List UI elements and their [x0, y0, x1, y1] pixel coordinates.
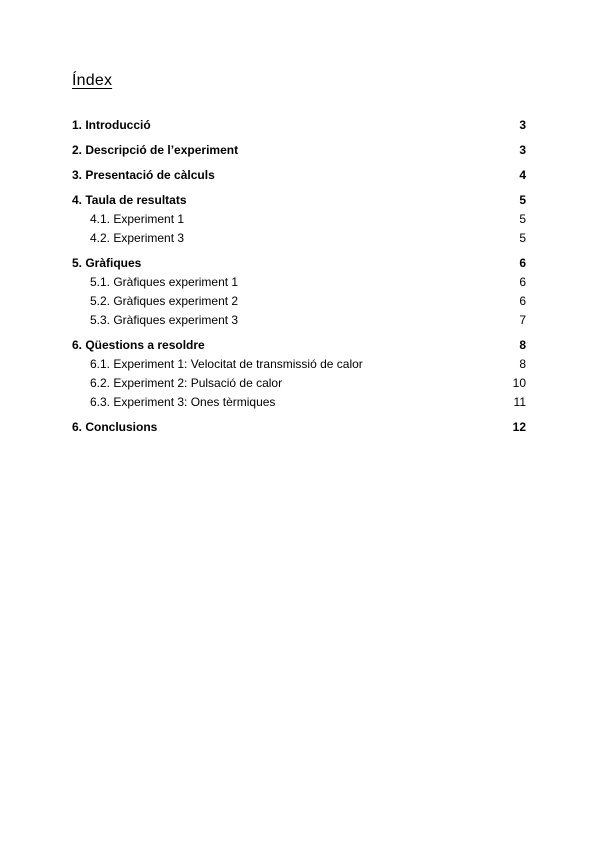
toc-subentry-page: 5	[519, 212, 526, 226]
toc-entry-label: 4. Taula de resultats	[72, 193, 187, 207]
toc-entry-label: 2. Descripció de l’experiment	[72, 143, 239, 157]
toc-subentry-page: 7	[519, 313, 526, 327]
toc-entry[interactable]	[72, 141, 526, 160]
toc-subentry-page: 6	[519, 294, 526, 308]
toc-entry-label: 1. Introducció	[72, 118, 151, 132]
toc-subentry-label: 5.1. Gràfiques experiment 1	[90, 275, 239, 289]
toc-section-3	[72, 166, 526, 185]
toc-subentry[interactable]	[72, 374, 526, 393]
toc-subentry-label: 6.1. Experiment 1: Velocitat de transmissió de calor	[90, 357, 363, 371]
toc-section-6	[72, 336, 526, 412]
toc-subentry[interactable]	[72, 229, 526, 248]
toc-subentry-label: 6.2. Experiment 2: Pulsació de calor	[90, 376, 283, 390]
table-of-contents	[72, 116, 526, 443]
toc-title: Índex	[72, 72, 113, 89]
toc-entry-page: 8	[519, 338, 526, 352]
toc-section-2	[72, 141, 526, 160]
toc-entry-page: 4	[519, 168, 526, 182]
toc-subentry[interactable]	[72, 210, 526, 229]
toc-subentry[interactable]	[72, 292, 526, 311]
toc-subentry-page: 5	[519, 231, 526, 245]
toc-subentry-page: 6	[519, 275, 526, 289]
toc-section-5	[72, 254, 526, 330]
toc-entry[interactable]	[72, 116, 526, 135]
toc-section-1	[72, 116, 526, 135]
toc-entry[interactable]	[72, 336, 526, 355]
toc-entry[interactable]	[72, 418, 526, 437]
toc-subentry-label: 6.3. Experiment 3: Ones tèrmiques	[90, 395, 276, 409]
toc-subentry[interactable]	[72, 355, 526, 374]
toc-entry[interactable]	[72, 191, 526, 210]
toc-entry[interactable]	[72, 254, 526, 273]
toc-subentry-label: 4.1. Experiment 1	[90, 212, 185, 226]
toc-subentry[interactable]	[72, 393, 526, 412]
toc-entry-label: 6. Conclusions	[72, 420, 158, 434]
toc-subentry[interactable]	[72, 273, 526, 292]
toc-entry-label: 6. Qüestions a resoldre	[72, 338, 205, 352]
toc-entry[interactable]	[72, 166, 526, 185]
toc-entry-page: 12	[512, 420, 526, 434]
toc-section-7	[72, 418, 526, 437]
toc-entry-label: 3. Presentació de càlculs	[72, 168, 215, 182]
toc-subentry-page: 10	[512, 376, 526, 390]
toc-entry-label: 5. Gràfiques	[72, 256, 142, 270]
toc-subentry-page: 8	[519, 357, 526, 371]
toc-subentry-label: 5.3. Gràfiques experiment 3	[90, 313, 239, 327]
toc-subentry[interactable]	[72, 311, 526, 330]
toc-entry-page: 3	[519, 118, 526, 132]
toc-entry-page: 3	[519, 143, 526, 157]
toc-entry-page: 5	[519, 193, 526, 207]
toc-subentry-label: 4.2. Experiment 3	[90, 231, 185, 245]
toc-subentry-label: 5.2. Gràfiques experiment 2	[90, 294, 239, 308]
toc-subentry-page: 11	[513, 395, 526, 409]
toc-entry-page: 6	[519, 256, 526, 270]
toc-section-4	[72, 191, 526, 248]
